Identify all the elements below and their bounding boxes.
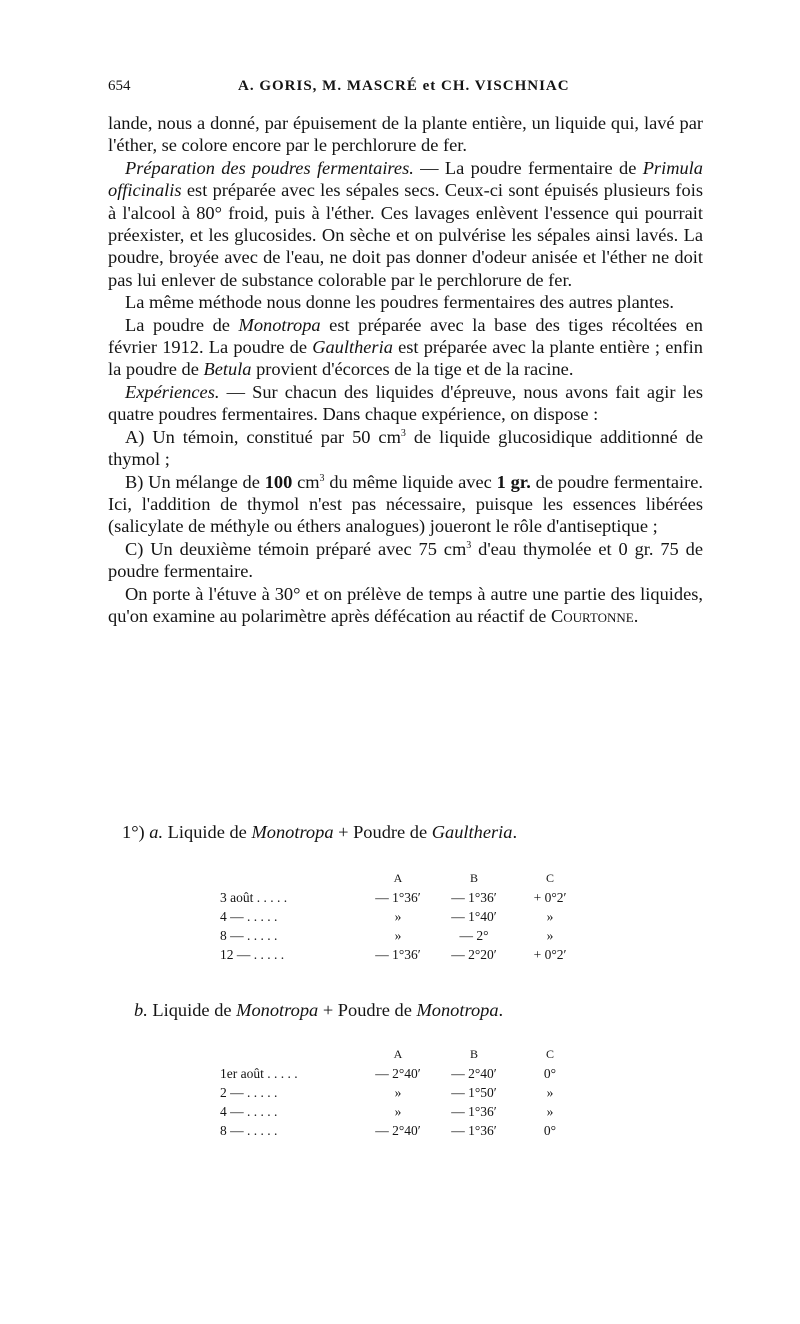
species-name: Primula officinalis: [108, 157, 703, 201]
column-header-b: B: [469, 870, 478, 885]
table-header-row: [220, 868, 588, 888]
column-header-c: C: [545, 870, 554, 885]
table-row: 8 — . . . . . » — 2° »: [220, 927, 554, 943]
table-row: 3 août . . . . . — 1°36′ — 1°36′ + 0°2′: [220, 889, 567, 905]
running-head: A. GORIS, M. MASCRÉ et CH. VISCHNIAC: [238, 78, 570, 94]
section-heading-preparation: Préparation des poudres fermentaires.: [125, 157, 414, 178]
table-row: 12 — . . . . . — 1°36′ — 2°20′ + 0°2′: [220, 946, 567, 962]
genus-monotropa: Monotropa: [238, 314, 321, 335]
page-header: [108, 78, 703, 102]
table-header-row: [220, 1044, 588, 1064]
column-header-b: B: [469, 1046, 478, 1061]
paragraph-preparation: Préparation des poudres fermentaires. — La poudre fermentaire de Primula officinalis est préparée avec les sépales secs. Ceux-ci sont épuisés plusieurs fois à l'alcool à 80° froid, puis à l'éther. Ces lavages enlèvent l'essence qui pourrait préexister, et les glucosides. On sèche et on pulvérise les sépales ainsi lavés. La poudre, broyée avec de l'eau, ne doit pas donner d'odeur anisée et l'éther ne doit pas lui enlever de substance colorable par le perchlorure de fer.: [108, 157, 703, 290]
experiment-b-title: b. Liquide de Monotropa + Poudre de Monotropa.: [134, 1000, 504, 1020]
paragraph-procedure: On porte à l'étuve à 30° et on prélève de temps à autre une partie des liquides, qu'on examine au polarimètre après défécation au réactif de Courtonne.: [108, 583, 703, 626]
table-row: 4 — . . . . . » — 1°36′ »: [220, 1103, 554, 1119]
column-header-a: A: [393, 1046, 403, 1061]
paragraph-item-b: B) Un mélange de 100 $cm^3$ du même liquide avec 1 gr. de poudre fermentaire. Ici, l'addition de thymol n'est pas nécessaire, puisque les essences libérées (salicylate de méthyle ou éthers analogues) joueront le rôle d'antiseptique ;: [108, 471, 703, 537]
experiment-a-table: [220, 868, 588, 964]
author-courtonne: Courtonne: [550, 605, 634, 626]
experiment-a-title: 1°) a. Liquide de Monotropa + Poudre de Gaultheria.: [122, 822, 518, 842]
paragraph-experiences: Expériences. — Sur chacun des liquides d'épreuve, nous avons fait agir les quatre poudres fermentaires. Dans chaque expérience, on dispose :: [108, 381, 703, 425]
column-header-a: A: [393, 870, 403, 885]
table-row: 2 — . . . . . » — 1°50′ »: [220, 1084, 554, 1100]
genus-betula: Betula: [203, 359, 252, 380]
section-heading-experiences: Expériences.: [125, 381, 220, 402]
column-header-c: C: [545, 1046, 554, 1061]
paragraph-continuation: lande, nous a donné, par épuisement de la plante entière, un liquide qui, lavé par l'éther, se colore encore par le perchlorure de fer.: [108, 113, 703, 156]
table-row: 4 — . . . . . » — 1°40′ »: [220, 908, 554, 924]
paragraph-powders: La poudre de Monotropa est préparée avec la base des tiges récoltées en février 1912. La poudre de Gaultheria est préparée avec la plante entière ; enfin la poudre de Betula provient d'écorces de la tige et de la racine.: [108, 314, 703, 380]
page-number: 654: [108, 78, 131, 94]
body-text: [108, 112, 703, 627]
paragraph-item-a: A) Un témoin, constitué par 50 $cm^3$ de liquide glucosidique additionné de thymol ;: [108, 426, 703, 470]
experiment-b-table: [220, 1044, 588, 1140]
paragraph-item-c: C) Un deuxième témoin préparé avec 75 $cm^3$ d'eau thymolée et 0 gr. 75 de poudre fermentaire.: [108, 538, 703, 582]
genus-gaultheria: Gaultheria: [312, 337, 393, 358]
table-row: 1er août . . . . . — 2°40′ — 2°40′ 0°: [220, 1065, 557, 1081]
paragraph-method: La même méthode nous donne les poudres fermentaires des autres plantes.: [125, 292, 674, 313]
table-row: 8 — . . . . . — 2°40′ — 1°36′ 0°: [220, 1122, 557, 1138]
